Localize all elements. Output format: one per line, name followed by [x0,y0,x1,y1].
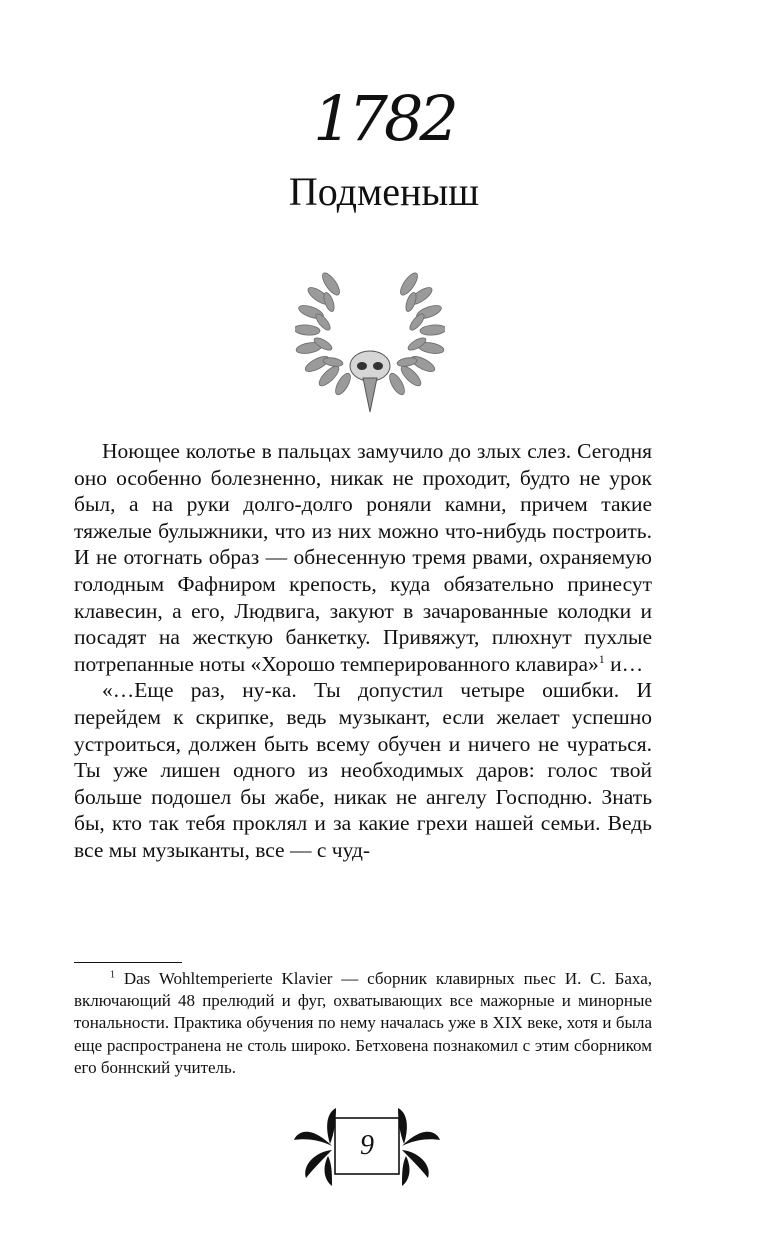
laurel-wreath-icon [295,262,445,414]
footnote-divider [74,962,182,963]
paragraph-text: Ноющее колотье в пальцах замучило до злых слез. Сегодня оно особенно болезненно, никак не проходит, будто не урок был, а на руки долго-долго роняли камни, причем такие тяжелые булыжники, что из них можно что-нибудь построить. И не отогнать образ — обнесенную тремя рвами, охраняемую голодным Фафниром крепость, куда обязательно принесут клавесин, а его, Людвига, закуют в зачарованные колодки и посадят на жесткую банкетку. Привяжут, плюхнут пухлые потрепанные ноты «Хорошо темперированного клавира» [74,439,652,676]
footnote-mark: 1 [110,969,115,981]
paragraph-text: и… [604,651,644,676]
paragraph [74,438,652,677]
footnote-text: Das Wohltemperierte Klavier — сборник клавирных пьес И. С. Баха, включающий 48 прелюдий и фуг, охватывающих все мажорные и минорные тональности. Практика обучения по нему началась уже в XIX веке, хотя и была еще распространена не столь широко. Бетховена познакомил с этим сборником его боннский учитель. [74,969,652,1077]
chapter-year: 1782 [313,82,455,155]
footnote-paragraph [74,968,652,1079]
footnote-reference[interactable]: 1 [598,651,605,666]
paragraph: «…Еще раз, ну-ка. Ты допустил четыре ошибки. И перейдем к скрипке, ведь музыкант, если желает успешно устроиться, должен быть всему обучен и ничего не чураться. Ты уже лишен одного из необходимых даров: голос твой больше подошел бы жабе, никак не ангелу Господню. Знать бы, кто так тебя проклял и за какие грехи нашей семьи. Ведь все мы музыканты, все — с чуд- [74,678,652,862]
chapter-title: Подменыш [288,169,480,214]
chapter-body [74,438,652,864]
footnote [74,968,652,1079]
page-number: 9 [360,1130,374,1161]
